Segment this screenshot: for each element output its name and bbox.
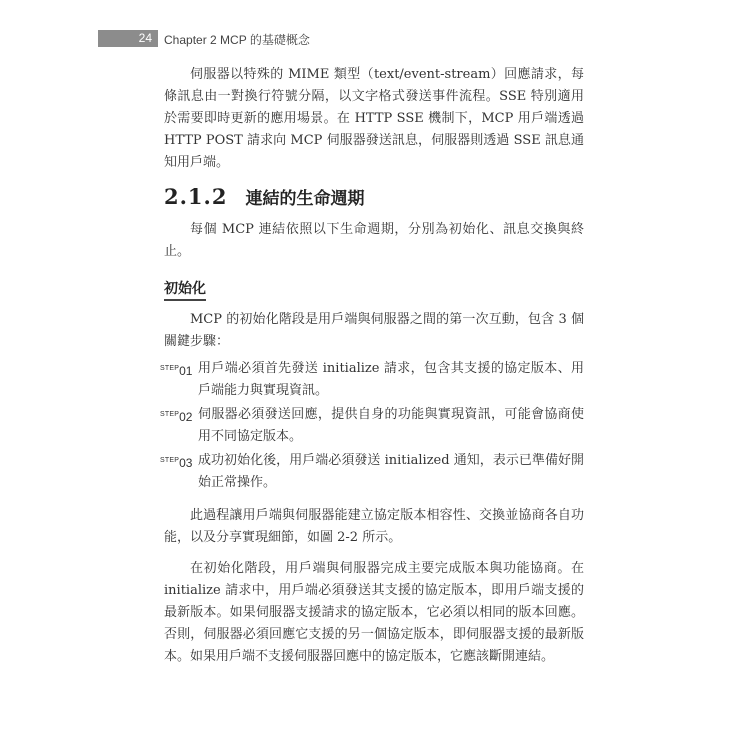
- lifecycle-paragraph: 每個 MCP 連結依照以下生命週期，分別為初始化、訊息交換與終止。: [164, 222, 584, 259]
- step-text: 伺服器必須發送回應，提供自身的功能與實現資訊，可能會協商使用不同協定版本。: [198, 407, 584, 444]
- step-word: STEP: [160, 457, 180, 464]
- step-text: 用戶端必須首先發送 initialize 請求，包含其支援的協定版本、用戶端能力與實現資訊。: [198, 361, 584, 398]
- page-number: 24: [138, 31, 152, 45]
- negotiation-paragraph: 在初始化階段，用戶端與伺服器完成主要完成版本與功能協商。在 initialize 請求中，用戶端必須發送其支援的協定版本，即用戶端支援的最新版本。如果伺服器支援請求的協定版本，它必須以相同的版本回應。否則，伺服器必須回應它支援的另一個協定版本，即伺服器支援的最新版本。如果用戶端不支援伺服器回應中的協定版本，它應該斷開連結。: [164, 561, 584, 664]
- section-number: 2.1.2: [164, 184, 228, 209]
- chapter-title: Chapter 2 MCP 的基礎概念: [164, 33, 310, 47]
- step-word: STEP: [160, 365, 180, 372]
- step-item: [160, 404, 584, 448]
- step-word: STEP: [160, 411, 180, 418]
- intro-paragraph: 伺服器以特殊的 MIME 類型（text/event-stream）回應請求，每條訊息由一對換行符號分隔，以文字格式發送事件流程。SSE 特別適用於需要即時更新的應用場景。在 HTTP SSE 機制下，MCP 用戶端透過 HTTP POST 請求向 MCP 伺服器發送訊息，伺服器則透過 SSE 訊息通知用戶端。: [164, 67, 584, 170]
- step-label: [160, 358, 192, 382]
- subheading-initialization: 初始化: [164, 280, 206, 301]
- step-label: [160, 404, 192, 428]
- step-number: 03: [179, 456, 193, 470]
- step-number: 02: [179, 410, 193, 424]
- step-item: [160, 358, 584, 402]
- step-item: [160, 450, 584, 494]
- result-paragraph: 此過程讓用戶端與伺服器能建立協定版本相容性、交換並協商各自功能，以及分享實現細節，如圖 2-2 所示。: [164, 508, 584, 545]
- init-intro-paragraph: MCP 的初始化階段是用戶端與伺服器之間的第一次互動，包含 3 個關鍵步驟：: [164, 312, 584, 349]
- page-header: [0, 30, 750, 47]
- section-heading: [164, 184, 364, 214]
- step-label: [160, 450, 192, 474]
- page-number-tab: [98, 30, 158, 47]
- step-text: 成功初始化後，用戶端必須發送 initialized 通知，表示已準備好開始正常操作。: [198, 453, 584, 490]
- section-title: 連結的生命週期: [245, 189, 365, 209]
- step-number: 01: [179, 364, 193, 378]
